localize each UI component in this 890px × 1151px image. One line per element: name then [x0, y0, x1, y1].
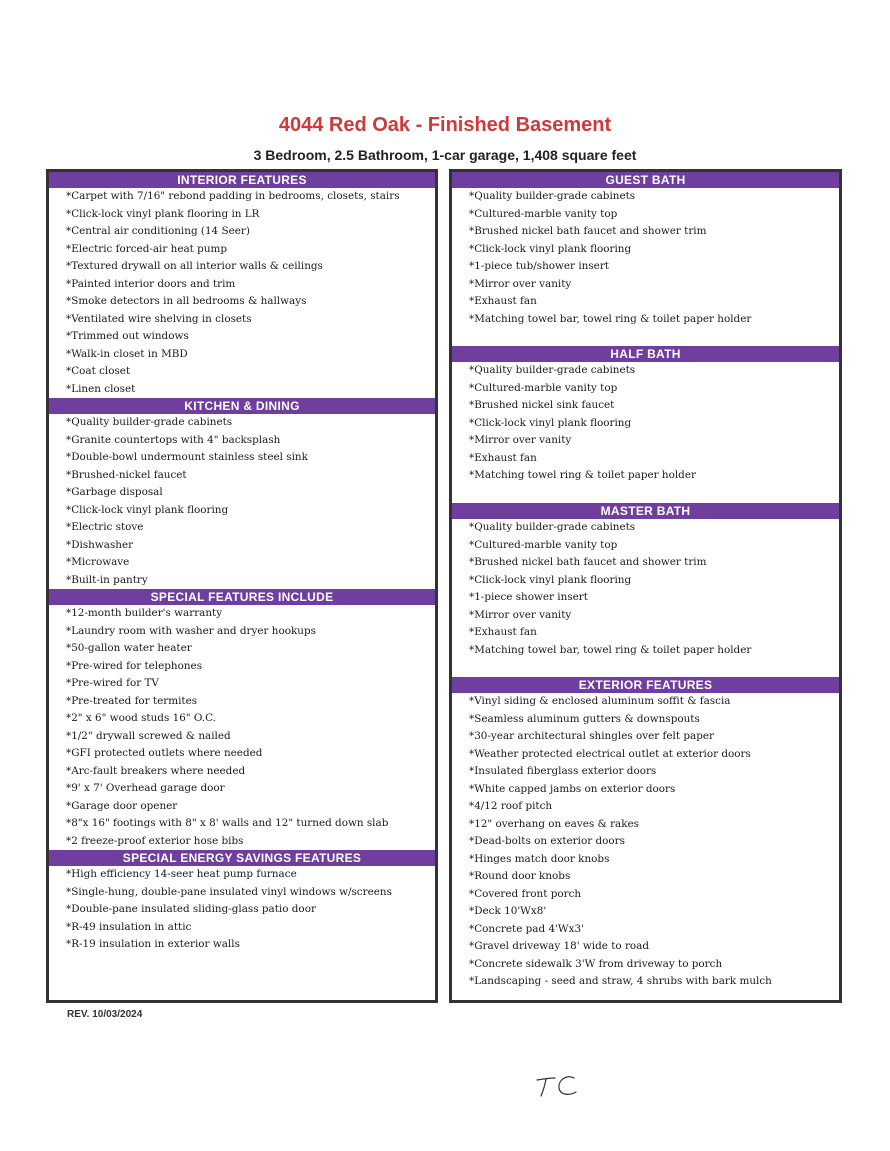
list-item: *Central air conditioning (14 Seer) [66, 225, 250, 237]
list-item: *Painted interior doors and trim [66, 277, 236, 290]
list-item: *Pre-wired for telephones [66, 659, 203, 672]
list-item: *Deck 10'Wx8' [469, 905, 547, 917]
list-item: *1/2" drywall screwed & nailed [66, 729, 231, 742]
list-item: *Click-lock vinyl plank flooring [469, 573, 632, 586]
list-item: *Electric stove [66, 521, 144, 533]
list-item: *Hinges match door knobs [469, 852, 610, 865]
list-item: *Garbage disposal [66, 486, 163, 498]
section-heading-special: SPECIAL FEATURES INCLUDE [49, 589, 435, 605]
list-item: *Vinyl siding & enclosed aluminum soffit & fascia [469, 695, 731, 707]
energy-savings-list [49, 866, 435, 954]
kitchen-dining-list [49, 414, 435, 589]
list-item: *Granite countertops with 4" backsplash [66, 433, 281, 446]
list-item: *2 freeze-proof exterior hose bibs [66, 834, 244, 847]
list-item: *Dishwasher [66, 538, 134, 551]
list-item: *Dead-bolts on exterior doors [469, 835, 625, 847]
list-item: *Matching towel bar, towel ring & toilet paper holder [469, 643, 752, 656]
interior-features-list [49, 188, 435, 398]
list-item: *Weather protected electrical outlet at exterior doors [469, 747, 751, 760]
handwritten-initials [534, 1072, 582, 1102]
list-item: *Laundry room with washer and dryer hookups [66, 624, 316, 637]
exterior-features-list [452, 693, 839, 991]
list-item: *Concrete pad 4'Wx3' [469, 922, 584, 935]
list-item: *4/12 roof pitch [469, 800, 553, 812]
list-item: *Arc-fault breakers where needed [66, 764, 246, 777]
list-item: *Cultured-marble vanity top [469, 207, 618, 220]
list-item: *Landscaping - seed and straw, 4 shrubs with bark mulch [469, 975, 772, 987]
list-item: *Trimmed out windows [66, 330, 189, 342]
list-item: *Electric forced-air heat pump [66, 242, 228, 255]
list-item: *Brushed nickel bath faucet and shower trim [469, 556, 707, 568]
list-item: *White capped jambs on exterior doors [469, 782, 676, 795]
list-item: *Concrete sidewalk 3'W from driveway to porch [469, 957, 723, 970]
list-item: *12" overhang on eaves & rakes [469, 817, 640, 830]
section-heading-energy: SPECIAL ENERGY SAVINGS FEATURES [49, 850, 435, 866]
list-item: *Single-hung, double-pane insulated vinyl windows w/screens [66, 885, 392, 898]
list-item: *Quality builder-grade cabinets [469, 190, 636, 202]
revision-date: REV. 10/03/2024 [67, 1009, 143, 1020]
list-item: *Built-in pantry [66, 573, 148, 586]
list-item: *Textured drywall on all interior walls & ceilings [66, 260, 323, 272]
left-column [46, 169, 438, 1003]
list-item: *Click-lock vinyl plank flooring [469, 416, 632, 429]
section-heading-interior: INTERIOR FEATURES [49, 172, 435, 188]
right-column [449, 169, 842, 1003]
list-item: *Exhaust fan [469, 626, 537, 638]
section-heading-half-bath: HALF BATH [452, 346, 839, 362]
list-item: *Click-lock vinyl plank flooring [469, 242, 632, 255]
list-item: *Exhaust fan [469, 295, 537, 307]
list-item: *50-gallon water heater [66, 642, 192, 654]
list-item: *Walk-in closet in MBD [66, 347, 188, 360]
list-item: *Coat closet [66, 365, 131, 377]
list-item: *Exhaust fan [469, 451, 537, 464]
list-item: *Microwave [66, 556, 130, 568]
list-item: *12-month builder's warranty [66, 607, 223, 619]
section-heading-kitchen: KITCHEN & DINING [49, 398, 435, 414]
list-item: *Linen closet [66, 382, 136, 395]
list-item: *Mirror over vanity [469, 608, 572, 621]
special-features-list [49, 605, 435, 850]
list-item: *1-piece tub/shower insert [469, 260, 609, 272]
list-item: *1-piece shower insert [469, 591, 588, 603]
list-item: *9' x 7' Overhead garage door [66, 782, 225, 794]
half-bath-list [452, 362, 839, 485]
list-item: *Mirror over vanity [469, 434, 572, 446]
list-item: *Mirror over vanity [469, 277, 572, 290]
list-item: *Quality builder-grade cabinets [66, 416, 233, 428]
list-item: *Quality builder-grade cabinets [469, 521, 636, 533]
list-item: *Ventilated wire shelving in closets [66, 312, 252, 325]
list-item: *High efficiency 14-seer heat pump furnace [66, 868, 297, 880]
list-item: *Click-lock vinyl plank flooring [66, 503, 229, 516]
list-item: *R-19 insulation in exterior walls [66, 938, 240, 950]
list-item: *Gravel driveway 18' wide to road [469, 940, 650, 952]
list-item: *Pre-wired for TV [66, 677, 159, 689]
list-item: *Cultured-marble vanity top [469, 381, 618, 394]
list-item: *Garage door opener [66, 799, 178, 812]
page-title: 4044 Red Oak - Finished Basement [278, 114, 612, 136]
list-item: *8"x 16" footings with 8" x 8' walls and 12" turned down slab [66, 817, 389, 829]
list-item: *Covered front porch [469, 887, 582, 900]
list-item: *Matching towel ring & toilet paper holder [469, 469, 696, 481]
list-item: *Insulated fiberglass exterior doors [469, 765, 657, 777]
list-item: *Carpet with 7/16" rebond padding in bedrooms, closets, stairs [66, 190, 400, 202]
list-item: *Pre-treated for termites [66, 694, 198, 707]
list-item: *Cultured-marble vanity top [469, 538, 618, 551]
list-item: *Double-pane insulated sliding-glass patio door [66, 903, 316, 915]
list-item: *Brushed-nickel faucet [66, 468, 187, 481]
list-item: *Brushed nickel bath faucet and shower trim [469, 225, 707, 237]
list-item: *Round door knobs [469, 870, 571, 882]
section-heading-guest-bath: GUEST BATH [452, 172, 839, 188]
list-item: *Brushed nickel sink faucet [469, 399, 615, 411]
list-item: *GFI protected outlets where needed [66, 747, 263, 759]
list-item: *Click-lock vinyl plank flooring in LR [66, 207, 260, 220]
list-item: *Smoke detectors in all bedrooms & hallways [66, 295, 307, 307]
list-item: *Seamless aluminum gutters & downspouts [469, 712, 700, 725]
list-item: *2" x 6" wood studs 16" O.C. [66, 712, 216, 724]
list-item: *30-year architectural shingles over felt paper [469, 730, 714, 742]
section-heading-exterior: EXTERIOR FEATURES [452, 677, 839, 693]
list-item: *Matching towel bar, towel ring & toilet paper holder [469, 312, 752, 325]
guest-bath-list [452, 188, 839, 328]
page-subtitle: 3 Bedroom, 2.5 Bathroom, 1-car garage, 1,408 square feet [253, 147, 637, 163]
list-item: *R-49 insulation in attic [66, 920, 192, 933]
list-item: *Quality builder-grade cabinets [469, 364, 636, 376]
list-item: *Double-bowl undermount stainless steel sink [66, 451, 308, 463]
master-bath-list [452, 519, 839, 659]
section-heading-master-bath: MASTER BATH [452, 503, 839, 519]
